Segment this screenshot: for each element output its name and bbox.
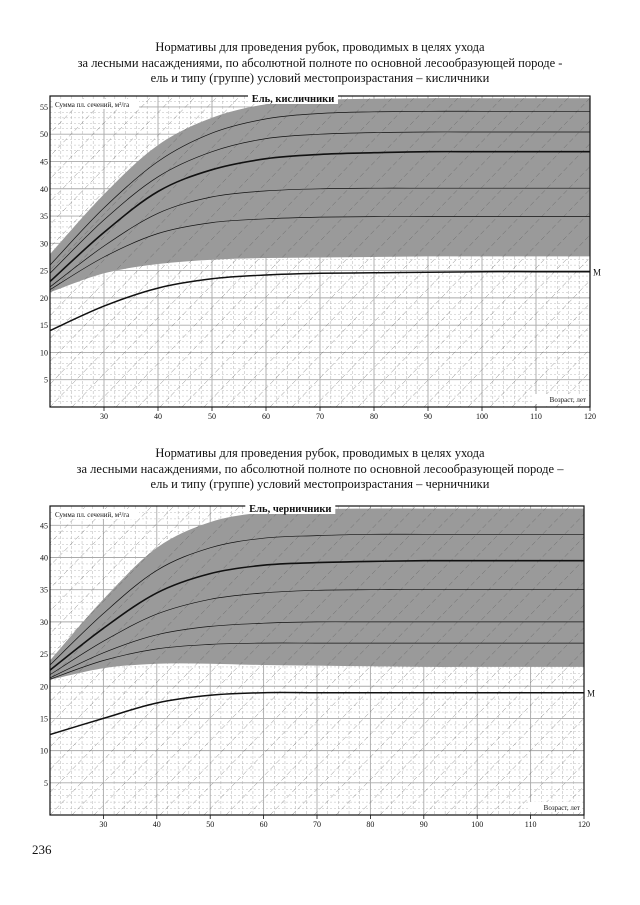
y-tick-label: 5 bbox=[44, 375, 48, 385]
x-tick-label: 60 bbox=[259, 820, 268, 829]
x-tick-label: 70 bbox=[313, 820, 321, 829]
heading-line: за лесными насаждениями, по абсолютной полноте по основной лесообразующей породе - bbox=[77, 55, 563, 70]
y-tick-label: 20 bbox=[40, 293, 48, 303]
heading-line: за лесными насаждениями, по абсолютной полноте по основной лесообразующей породе – bbox=[76, 461, 564, 476]
x-tick-label: 40 bbox=[154, 412, 162, 421]
x-tick-label: 30 bbox=[100, 412, 108, 421]
hatch-line bbox=[578, 506, 640, 815]
minimum-curve-label: M bbox=[587, 688, 596, 699]
y-tick-label: 40 bbox=[40, 553, 48, 563]
x-axis-label: Возраст, лет bbox=[549, 396, 586, 404]
y-tick-label: 15 bbox=[40, 321, 48, 331]
x-tick-label: 30 bbox=[99, 820, 108, 829]
x-tick-label: 120 bbox=[584, 412, 596, 421]
hatch-line bbox=[600, 506, 640, 815]
y-tick-label: 10 bbox=[40, 348, 48, 358]
y-tick-label: 15 bbox=[40, 714, 48, 724]
y-tick-label: 10 bbox=[40, 746, 48, 756]
heading-line: Нормативы для проведения рубок, проводимых в целях ухода bbox=[155, 40, 485, 54]
x-tick-label: 100 bbox=[471, 820, 484, 829]
y-tick-label: 5 bbox=[44, 778, 48, 788]
x-tick-label: 60 bbox=[262, 412, 270, 421]
x-tick-label: 110 bbox=[524, 820, 537, 829]
y-tick-label: 25 bbox=[40, 266, 48, 276]
x-tick-label: 80 bbox=[366, 820, 375, 829]
y-tick-label: 25 bbox=[40, 650, 48, 660]
hatch-line bbox=[622, 506, 640, 815]
y-tick-label: 30 bbox=[40, 239, 48, 249]
chart-title: Ель, кисличники bbox=[251, 94, 335, 105]
y-tick-label: 35 bbox=[40, 585, 48, 595]
y-axis-label: Сумма пл. сечений, м²/га bbox=[55, 101, 130, 109]
x-tick-label: 110 bbox=[530, 412, 542, 421]
x-tick-label: 90 bbox=[424, 412, 432, 421]
x-axis-label: Возраст, лет bbox=[543, 804, 580, 812]
x-tick-label: 90 bbox=[419, 820, 428, 829]
page-number: 236 bbox=[32, 842, 52, 857]
y-tick-label: 45 bbox=[40, 521, 48, 531]
heading-line: Нормативы для проведения рубок, проводимых в целях ухода bbox=[155, 446, 485, 460]
x-tick-label: 80 bbox=[370, 412, 378, 421]
x-tick-label: 120 bbox=[578, 820, 590, 829]
heading-line: ель и типу (группе) условий местопроизрастания – черничники bbox=[150, 477, 490, 491]
y-tick-label: 40 bbox=[40, 184, 48, 194]
x-tick-label: 50 bbox=[206, 820, 215, 829]
heading-line: ель и типу (группе) условий местопроизрастания – кисличники bbox=[150, 71, 490, 85]
x-tick-label: 50 bbox=[208, 412, 216, 421]
chart-title: Ель, черничники bbox=[249, 504, 332, 515]
y-tick-label: 20 bbox=[40, 682, 48, 692]
y-axis-label: Сумма пл. сечений, м²/га bbox=[55, 511, 130, 519]
x-tick-label: 70 bbox=[316, 412, 324, 421]
minimum-curve-label: M bbox=[593, 267, 602, 278]
y-tick-label: 35 bbox=[40, 212, 48, 222]
y-tick-label: 45 bbox=[40, 157, 48, 167]
y-tick-label: 55 bbox=[40, 102, 48, 112]
y-tick-label: 30 bbox=[40, 617, 48, 627]
x-tick-label: 100 bbox=[476, 412, 488, 421]
x-tick-label: 40 bbox=[152, 820, 161, 829]
y-tick-label: 50 bbox=[40, 130, 48, 140]
